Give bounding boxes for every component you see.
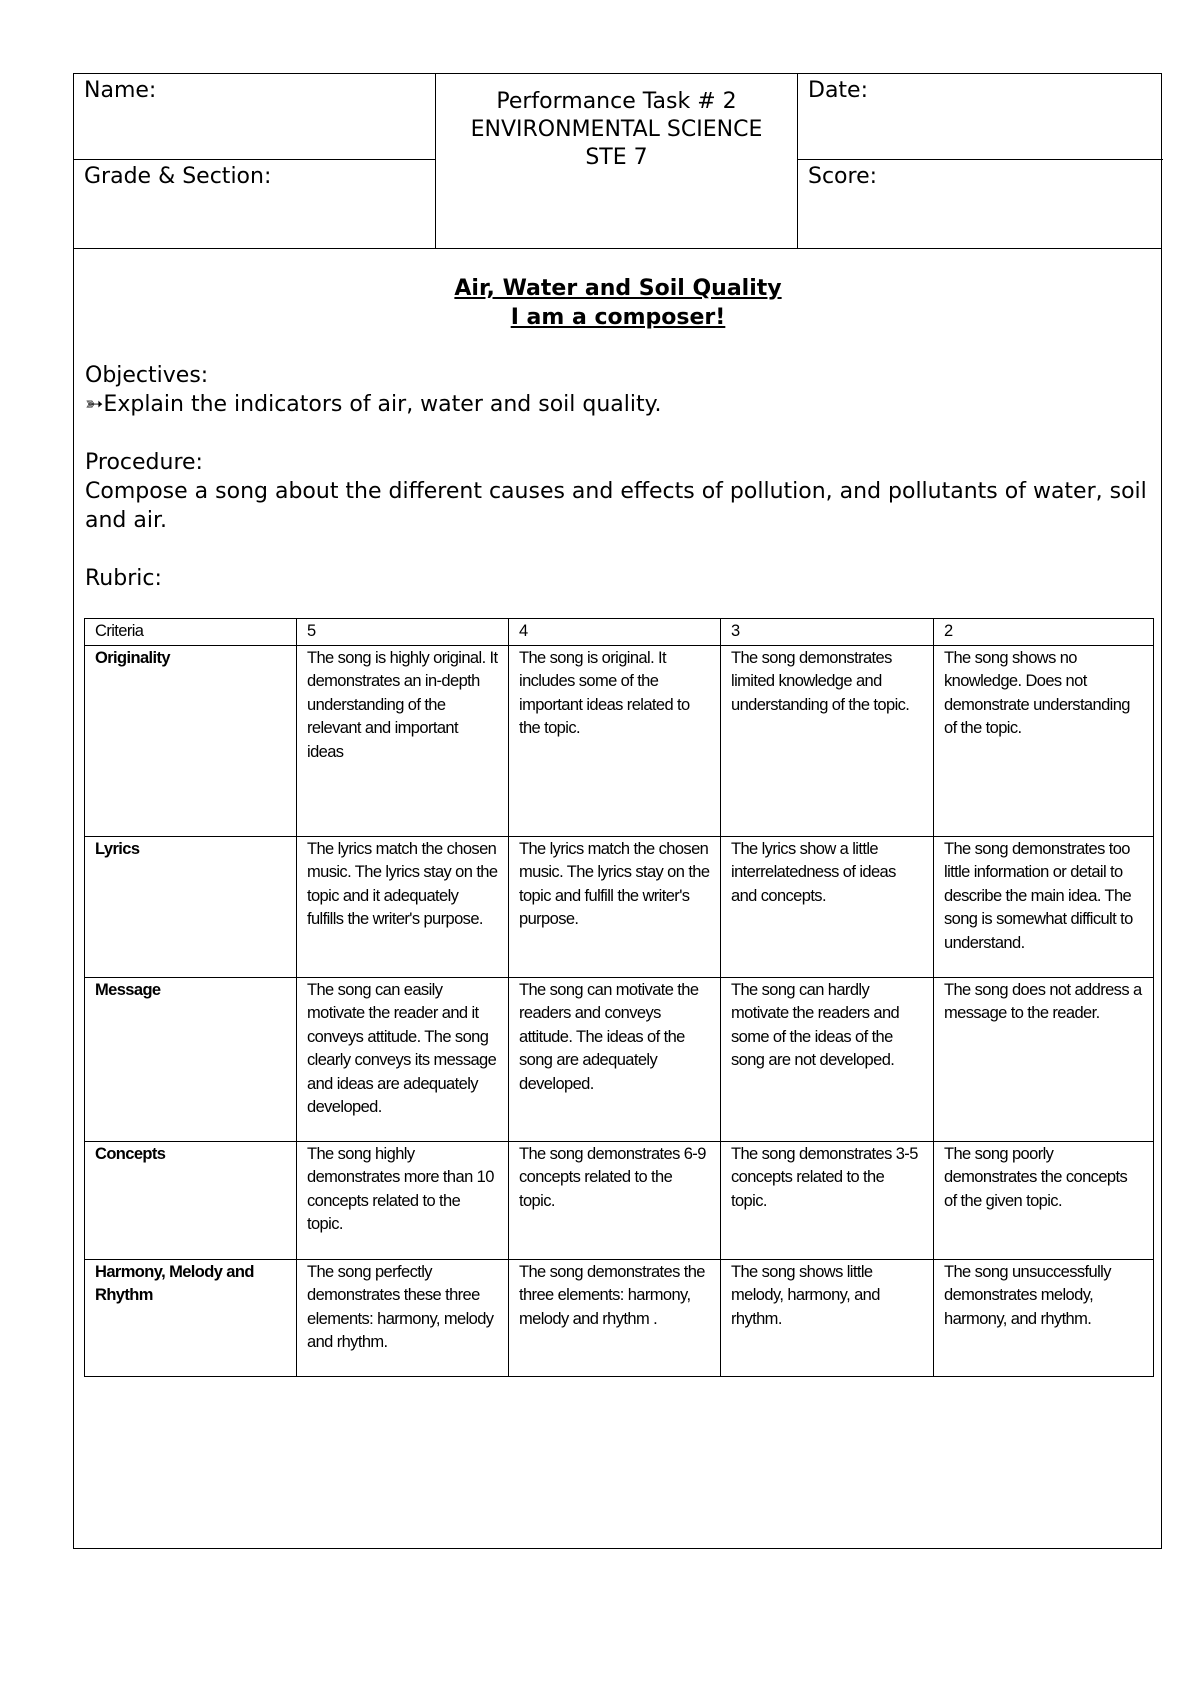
header-table (74, 74, 1161, 249)
rubric-cell: The song perfectly demonstrates these three elements: harmony, melody and rhythm. (297, 1259, 509, 1376)
rubric-cell: The song poorly demonstrates the concepts of the given topic. (934, 1141, 1154, 1259)
class-code: STE 7 (585, 145, 648, 170)
criterion-cell: Harmony, Melody and Rhythm (85, 1259, 297, 1376)
criterion-cell: Concepts (85, 1141, 297, 1259)
task-subtitle: I am a composer! (510, 305, 726, 330)
rubric-cell: The song highly demonstrates more than 10 concepts related to the topic. (297, 1141, 509, 1259)
rubric-header-cell: Criteria (85, 619, 297, 646)
rubric-cell: The lyrics match the chosen music. The lyrics stay on the topic and fulfill the writer's purpose. (509, 836, 721, 977)
rubric-cell: The song does not address a message to the reader. (934, 977, 1154, 1141)
rubric-heading: Rubric: (85, 566, 162, 591)
task-number: Performance Task # 2 (496, 89, 737, 114)
rubric-header-cell: 4 (509, 619, 721, 646)
task-body (85, 274, 1151, 593)
task-title-block (436, 74, 798, 248)
score-field (798, 160, 1163, 248)
grade-section-label: Grade & Section: (84, 164, 272, 189)
rubric-header-cell: 3 (721, 619, 934, 646)
rubric-cell: The song can motivate the readers and conveys attitude. The ideas of the song are adequately developed. (509, 977, 721, 1141)
rubric-cell: The song is original. It includes some of the important ideas related to the topic. (509, 645, 721, 836)
rubric-row-harmony-melody-rhythm (85, 1259, 1154, 1376)
rubric-row-originality (85, 645, 1154, 836)
rubric-cell: The lyrics match the chosen music. The lyrics stay on the topic and it adequately fulfills the writer's purpose. (297, 836, 509, 977)
rubric-cell: The song unsuccessfully demonstrates melody, harmony, and rhythm. (934, 1259, 1154, 1376)
rubric-cell: The song shows little melody, harmony, and rhythm. (721, 1259, 934, 1376)
rubric-cell: The song can easily motivate the reader and it conveys attitude. The song clearly conveys its message and ideas are adequately developed. (297, 977, 509, 1141)
rubric-cell: The song demonstrates 3-5 concepts related to the topic. (721, 1141, 934, 1259)
criterion-cell: Lyrics (85, 836, 297, 977)
worksheet-frame (73, 73, 1162, 1549)
rubric-header-row (85, 619, 1154, 646)
rubric-cell: The song demonstrates 6-9 concepts related to the topic. (509, 1141, 721, 1259)
rubric-cell: The song can hardly motivate the readers and some of the ideas of the song are not developed. (721, 977, 934, 1141)
rubric-header-cell: 5 (297, 619, 509, 646)
rubric-cell: The song demonstrates the three elements: harmony, melody and rhythm . (509, 1259, 721, 1376)
score-label: Score: (808, 164, 878, 189)
rubric-cell: The lyrics show a little interrelatedness of ideas and concepts. (721, 836, 934, 977)
rubric-cell: The song demonstrates limited knowledge and understanding of the topic. (721, 645, 934, 836)
criterion-cell: Originality (85, 645, 297, 836)
rubric-cell: The song demonstrates too little information or detail to describe the main idea. The song is somewhat difficult to understand. (934, 836, 1154, 977)
rubric-header-cell: 2 (934, 619, 1154, 646)
objectives-heading: Objectives: (85, 363, 209, 388)
date-label: Date: (808, 78, 868, 103)
subject-name: ENVIRONMENTAL SCIENCE (470, 117, 763, 142)
rubric-cell: The song shows no knowledge. Does not demonstrate understanding of the topic. (934, 645, 1154, 836)
rubric-row-message (85, 977, 1154, 1141)
objective-item: ➳Explain the indicators of air, water and soil quality. (85, 392, 662, 417)
rubric-cell: The song is highly original. It demonstrates an in-depth understanding of the relevant and important ideas (297, 645, 509, 836)
criterion-cell: Message (85, 977, 297, 1141)
date-field (798, 74, 1163, 160)
rubric-row-lyrics (85, 836, 1154, 977)
task-title: Air, Water and Soil Quality (454, 276, 782, 301)
procedure-text: Compose a song about the different causes and effects of pollution, and pollutants of water, soil and air. (85, 479, 1147, 533)
rubric-table (84, 618, 1154, 1377)
name-label: Name: (84, 78, 157, 103)
procedure-heading: Procedure: (85, 450, 203, 475)
rubric-row-concepts (85, 1141, 1154, 1259)
name-field (74, 74, 436, 160)
grade-section-field (74, 160, 436, 248)
